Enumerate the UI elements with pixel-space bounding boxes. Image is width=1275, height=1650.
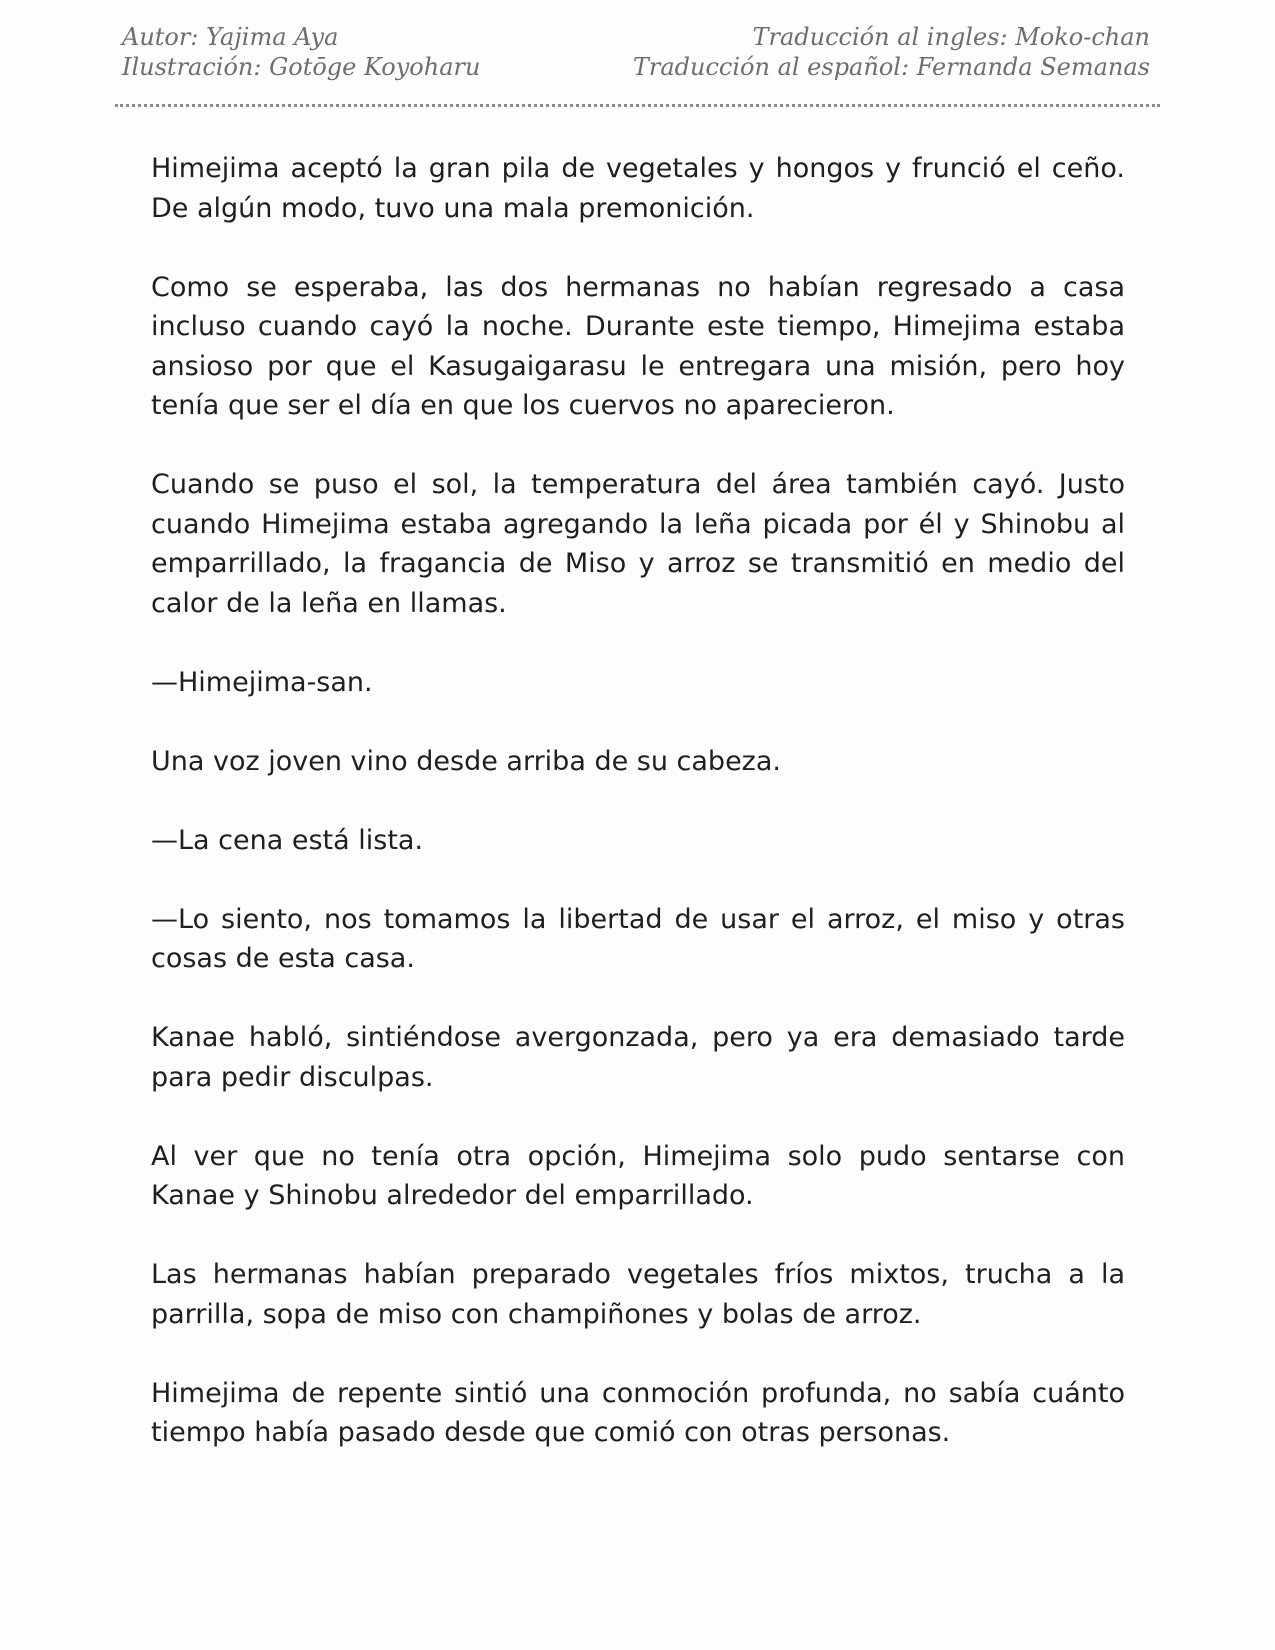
paragraph: —La cena está lista. (151, 824, 424, 856)
paragraph: Las hermanas habían preparado vegetales fríos mixtos, trucha a la parrilla, sopa de miso con champiñones y bolas de arroz. (151, 1259, 1125, 1330)
spanish-translation-credit: Traducción al español: Fernanda Semanas (632, 53, 1150, 81)
paragraph: —Himejima-san. (151, 666, 373, 698)
english-translation-credit: Traducción al ingles: Moko-chan (752, 23, 1150, 51)
paragraph: —Lo siento, nos tomamos la libertad de usar el arroz, el miso y otras cosas de esta casa. (151, 903, 1125, 974)
header-credits-right (633, 22, 1150, 82)
author-credit: Autor: Yajima Aya (122, 23, 339, 51)
paragraph: Al ver que no tenía otra opción, Himejima solo pudo sentarse con Kanae y Shinobu alrededor del emparrillado. (151, 1140, 1125, 1211)
story-text (151, 149, 1125, 1492)
paragraph: Una voz joven vino desde arriba de su cabeza. (151, 745, 781, 777)
paragraph: Cuando se puso el sol, la temperatura del área también cayó. Justo cuando Himejima estaba agregando la leña picada por él y Shinobu al emparrillado, la fragancia de Miso y arroz se transmitió en medio del calor de la leña en llamas. (151, 469, 1125, 619)
paragraph: Himejima de repente sintió una conmoción profunda, no sabía cuánto tiempo había pasado desde que comió con otras personas. (151, 1377, 1125, 1448)
paragraph: Kanae habló, sintiéndose avergonzada, pero ya era demasiado tarde para pedir disculpas. (151, 1022, 1125, 1093)
header-divider (115, 104, 1160, 107)
illustration-credit: Ilustración: Gotōge Koyoharu (122, 53, 481, 81)
paragraph: Como se esperaba, las dos hermanas no habían regresado a casa incluso cuando cayó la noche. Durante este tiempo, Himejima estaba ansioso por que el Kasugaigarasu le entregara una misión, pero hoy tenía que ser el día en que los cuervos no aparecieron. (151, 271, 1125, 421)
paragraph: Himejima aceptó la gran pila de vegetales y hongos y frunció el ceño. De algún modo, tuvo una mala premonición. (151, 153, 1125, 224)
header-credits-left (122, 22, 480, 82)
